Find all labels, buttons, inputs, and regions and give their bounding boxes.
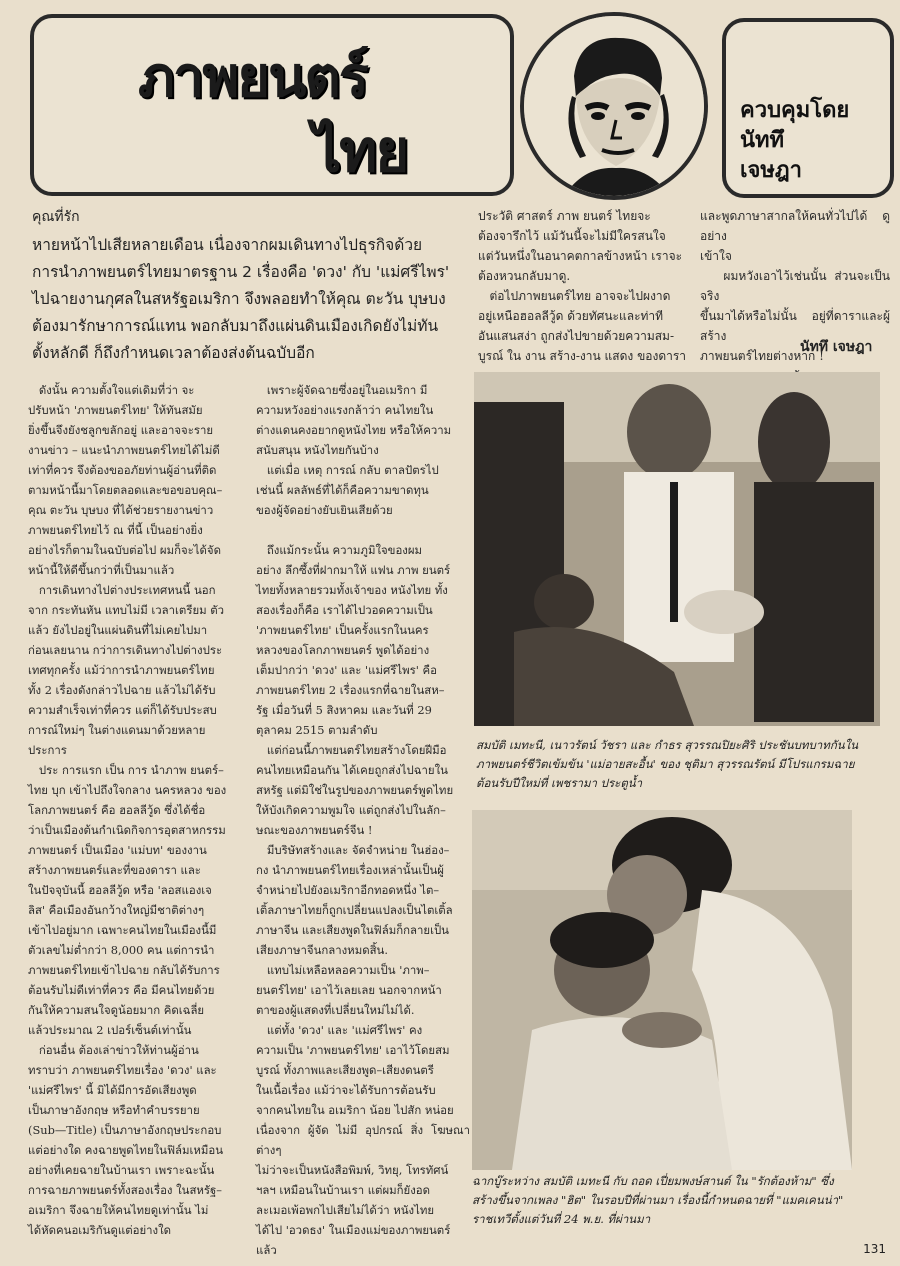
- editor-name-first: นัททึ: [740, 128, 785, 153]
- intro-paragraph: หายหน้าไปเสียหลายเดือน เนื่องจากผมเดินทางไปธุรกิจด้วย การนำภาพยนตร์ไทยมาตรฐาน 2 เรื่องคือ 'ดวง' กับ 'แม่ศรีไพร' ไปฉายงานกุศลในสหรัฐอเมริกา จึงพลอยทำให้คุณ ตะวัน บุษบง ต้องมารักษาการณ์แทน พอกลับมาถึงแผ่นดินเมืองเกิดยังไม่ทัน ตั้งหลักดี ก็ถึงกำหนดเวลาต้องส่งต้นฉบับอีก: [32, 236, 450, 362]
- editor-label: ควบคุมโดย: [740, 98, 850, 123]
- film-still-photo-1: [474, 372, 880, 726]
- body-column-1: ดังนั้น ความตั้งใจแต่เดิมที่ว่า จะ ปรับหน้า 'ภาพยนตร์ไทย' ให้ทันสมัย ยิ่งขึ้นจึงยังชลูกขลักอยู่ และอาจจะราย งานข่าว – แนะนำภาพยนตร์ไทยได้ไม่ดี เท่าที่ควร จึงต้องขออภัยท่านผู้อ่านที่ติด ตามหน้านี้มาโดยตลอดและขอขอบคุณ– คุณ ตะวัน บุษบง ที่ได้ช่วยรายงานข่าว ภาพยนตร์ไทยไว้ ณ ที่นี้ เป็นอย่างยิ่ง อย่างไรก็ตามในฉบับต่อไป ผมก็จะได้จัด หน้านี้ให้ดีขึ้นกว่าที่เป็นมาแล้ว การเดินทางไปต่างประเทศหนนี้ นอก จาก กระทันหัน แทบไม่มี เวลาเตรียม ตัว แล้ว ยังไปอยู่ในแผ่นดินที่ไม่เคยไปมา ก่อนเลยนาน กว่าการเดินทางไปต่างประ เทศทุกครั้ง แม้ว่าการนำภาพยนตร์ไทย ทั้ง 2 เรื่องดังกล่าวไปฉาย แล้วไม่ได้รับ ความสำเร็จเท่าที่ควร แต่ก็ได้รับประสบ การณ์ใหม่ๆ ในต่างแดนมาด้วยหลาย ประการ ประ การแรก เป็น การ นำภาพ ยนตร์– ไทย บุก เข้าไปถึงใจกลาง นครหลวง ของ โลกภาพยนตร์ คือ ฮอลลีวู้ด ซึ่งได้ชื่อ ว่าเป็นเมืองต้นกำเนิดกิจการอุตสาหกรรม ภาพยนตร์ เป็นเมือง 'แม่บท' ของงาน สร้างภาพยนตร์และที่ของดารา และ ในปัจจุบันนี้ ฮอลลีวู้ด หรือ 'ลอสแองเจ ลิส' คือเมืองอันกว้างใหญ่มีชาติต่างๆ เข้าไปอยู่มาก เฉพาะคนไทยในเมืองนี้มี ตัวเลขไม่ต่ำกว่า 8,000 คน แต่การนำ ภาพยนตร์ไทยเข้าไปฉาย กลับได้รับการ ต้อนรับไม่ดีเท่าที่ควร คือ มีคนไทยด้วย กันให้ความสนใจดูน้อยมาก คิดเฉลี่ย แล้วประมาณ 2 เปอร์เซ็นต์เท่านั้น ก่อนอื่น ต้องเล่าข่าวให้ท่านผู้อ่าน ทราบว่า ภาพยนตร์ไทยเรื่อง 'ดวง' และ 'แม่ศรีไพร' นี้ มิได้มีการอัดเสียงพูด เป็นภาษาอังกฤษ หรือทำคำบรรยาย (Sub—Title) เป็นภาษาอังกฤษประกอบ แต่อย่างใด คงฉายพูดไทยในฟิล์มเหมือน อย่างที่เคยฉายในบ้านเรา เพราะฉะนั้น การฉายภาพยนตร์ทั้งสองเรื่อง ในสหรัฐ– อเมริกา จึงฉายให้คนไทยดูเท่านั้น ไม่ ได้หัดคนอเมริกันดูแต่อย่างใด: [28, 383, 227, 1237]
- page-number: 131: [863, 1242, 886, 1256]
- film-still-photo-2: [472, 810, 852, 1170]
- photo-1-caption: สมบัติ เมทะนี, เนาวรัตน์ วัชรา และ กำธร สุวรรณปิยะศิริ ประชันบทบาทกันใน ภาพยนตร์ชีวิตเข้มข้น 'แม่อายสะอื้น' ของ ชุติมา สุวรรณรัตน์ มีโปรแกรมฉาย ต้อนรับปีใหม่ที่ เพชรามา ประตูน้ำ: [476, 738, 859, 790]
- editor-name-last: เจษฎา: [740, 158, 803, 183]
- history-paragraph: ประวัติ ศาสตร์ ภาพ ยนตร์ ไทยจะ ต้องจารึกไว้ แม้วันนี้จะไม่มีใครสนใจ แต่วันหนึ่งในอนาคตกาลข้างหน้า เราจะ ต้องหวนกลับมาดู. ต่อไปภาพยนตร์ไทย อาจจะไปผงาด อยู่เหนือฮอลลีวู้ด ด้วยทัศนะและท่าที อันแสนสง่า ถูกส่งไปขายด้วยความสม- บูรณ์ ใน งาน สร้าง-งาน แสดง ของดารา: [478, 209, 687, 363]
- editor-box: [722, 18, 894, 198]
- title-line-2: ไทย: [312, 117, 408, 185]
- columnist-portrait: [520, 12, 708, 200]
- photo-1-image: [474, 372, 880, 726]
- greeting: คุณที่รัก: [32, 209, 80, 225]
- closing-paragraph: และพูดภาษาสากลให้คนทั่วไปได้ ดูอย่าง เข้าใจ ผมหวังเอาไว้เช่นนั้น ส่วนจะเป็นจริง ขึ้นมาได้หรือไม่นั้น อยู่ที่ดาราและผู้สร้าง ภาพยนตร์ไทยต่างหาก !: [700, 209, 890, 363]
- photo-2-caption: ฉากบู๊ระหว่าง สมบัติ เมทะนี กับ ถอด เปี่ยมพงษ์สานต์ ใน "รักต้องห้าม" ซึ่ง สร้างขึ้นจากเพลง "ฮิต" ในรอบปีที่ผ่านมา เรื่องนี้กำหนดฉายที่ "แมคเคนน่า" ราชเทวีตั้งแต่วันที่ 24 พ.ย. ที่ผ่านมา: [472, 1174, 844, 1226]
- title-line-1: ภาพยนตร์: [138, 45, 367, 110]
- title-box: [30, 14, 514, 196]
- body-column-2: เพราะผู้จัดฉายซึ่งอยู่ในอเมริกา มี ความหวังอย่างแรงกล้าว่า คนไทยใน ต่างแดนคงอยากดูหนังไทย หรือให้ความ สนับสนุน หนังไทยกันบ้าง แต่เมื่อ เหตุ การณ์ กลับ ตาลปัตรไป เช่นนี้ ผลลัพธ์ที่ได้ก็คือความขาดทุน ของผู้จัดอย่างยับเยินเสียด้วย ถึงแม้กระนั้น ความภูมิใจของผม อย่าง ลึกซึ้งที่ฝากมาให้ แฟน ภาพ ยนตร์ ไทยทั้งหลายรวมทั้งเจ้าของ หนังไทย ทั้ง สองเรื่องก็คือ เราได้ไปวอดความเป็น 'ภาพยนตร์ไทย' เป็นครั้งแรกในนคร หลวงของโลกภาพยนตร์ พูดได้อย่าง เต็มปากว่า 'ดวง' และ 'แม่ศรีไพร' คือ ภาพยนตร์ไทย 2 เรื่องแรกที่ฉายในสห– รัฐ เมื่อวันที่ 5 สิงหาคม และวันที่ 29 ตุลาคม 2515 ตามลำดับ แต่ก่อนนี้ภาพยนตร์ไทยสร้างโดยฝีมือ คนไทยเหมือนกัน ได้เคยถูกส่งไปฉายใน สหรัฐ แต่มิใช่ในรูปของภาพยนตร์พูดไทย ให้บังเกิดความพูมใจ แต่ถูกส่งไปในลัก– ษณะของภาพยนตร์จีน ! มีบริษัทสร้างและ จัดจำหน่าย ในฮ่อง– กง นำภาพยนตร์ไทยเรื่องเหล่านั้นเป็นผู้ จำหน่ายไปยังอเมริกาอีกทอดหนึ่ง ไต– เติ้ลภาษาไทยก็ถูกเปลี่ยนแปลงเป็นไตเติ้ล ภาษาจีน และเสียงพูดในฟิล์มก็กลายเป็น เสียงภาษาจีนกลางหมดสิ้น. แทบไม่เหลือหลอความเป็น 'ภาพ– ยนตร์ไทย' เอาไว้เลยเลย นอกจากหน้า ตาของผู้แสดงที่เปลี่ยนใหม่ไม่ได้. แต่ทั้ง 'ดวง' และ 'แม่ศรีไพร' คง ความเป็น 'ภาพยนตร์ไทย' เอาไว้โดยสม บูรณ์ ทั้งภาพและเสียงพูด–เสียงดนตรี ในเนื้อเรื่อง แม้ว่าจะได้รับการต้อนรับ จากคนไทยใน อเมริกา น้อย ไปสัก หน่อย เนื่องจาก ผู้จัด ไม่มี อุปกรณ์ สิ่ง โฆษณาต่างๆ ไม่ว่าจะเป็นหนังสือพิมพ์, วิทยุ, โทรทัศน์ ฯลฯ เหมือนในบ้านเรา แต่ผมก็ยังอด ละเมอเพ้อพกไปเสียไม่ได้ว่า หนังไทย ได้ไป 'อวดธง' ในเมืองแม่ของภาพยนตร์ แล้ว: [256, 383, 470, 1257]
- portrait-illustration: [524, 16, 704, 196]
- signature: นัททึ เจษฎา: [800, 339, 873, 355]
- photo-2-image: [472, 810, 852, 1170]
